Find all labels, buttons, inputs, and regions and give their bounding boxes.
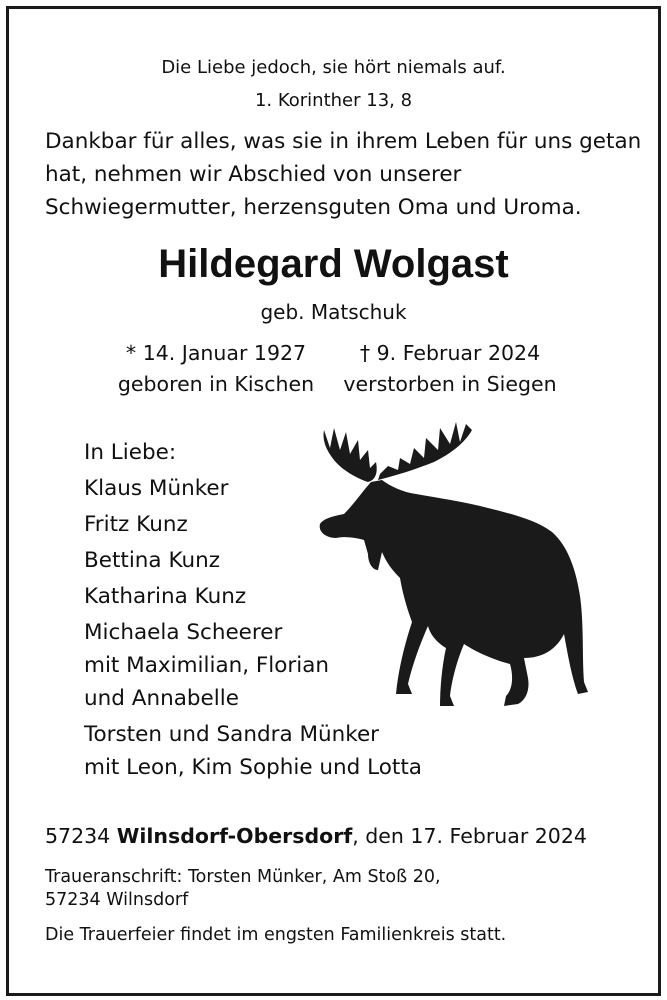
place-date-line	[45, 824, 587, 848]
place-name: Wilnsdorf-Obersdorf	[116, 824, 353, 848]
address-line: Traueranschrift: Torsten Münker, Am Stoß 20,	[45, 867, 441, 887]
birth-name: geb. Matschuk	[260, 300, 407, 324]
birth-place: geboren in Kischen	[117, 372, 315, 396]
bible-verse-quote: Die Liebe jedoch, sie hört niemals auf.	[161, 57, 506, 78]
mourner-entry: Fritz Kunz	[84, 512, 188, 537]
mourner-entry	[84, 718, 422, 784]
birth-info	[101, 338, 331, 400]
mourning-address	[45, 866, 441, 912]
intro-line: Schwiegermutter, herzensguten Oma und Uroma.	[45, 195, 582, 220]
moose-silhouette-shape	[320, 422, 588, 706]
mourner-line: mit Leon, Kim Sophie und Lotta	[84, 755, 422, 780]
deceased-name: Hildegard Wolgast	[158, 242, 509, 286]
mourner-line: Torsten und Sandra Münker	[84, 722, 380, 747]
mourner-entry: Bettina Kunz	[84, 548, 221, 573]
moose-silhouette-icon	[316, 420, 588, 710]
postcode: 57234	[45, 824, 111, 848]
death-place: verstorben in Siegen	[343, 372, 557, 396]
intro-text	[45, 125, 641, 224]
death-info	[335, 338, 565, 400]
intro-line: hat, nehmen wir Abschied von unserer	[45, 162, 462, 187]
mourner-line: mit Maximilian, Florian	[84, 653, 330, 678]
mourner-line: Michaela Scheerer	[84, 620, 283, 645]
intro-line: Dankbar für alles, was sie in ihrem Leben für uns getan	[45, 129, 642, 154]
mourner-entry: Klaus Münker	[84, 476, 229, 501]
ceremony-note: Die Trauerfeier findet im engsten Familienkreis statt.	[45, 925, 507, 945]
mourner-entry: Katharina Kunz	[84, 584, 247, 609]
birth-date: * 14. Januar 1927	[125, 341, 307, 365]
death-date: † 9. Februar 2024	[359, 341, 541, 365]
address-line: 57234 Wilnsdorf	[45, 890, 189, 910]
notice-date: , den 17. Februar 2024	[352, 824, 587, 848]
mourners-heading: In Liebe:	[84, 440, 177, 465]
mourner-line: und Annabelle	[84, 686, 239, 711]
bible-verse-reference: 1. Korinther 13, 8	[254, 90, 413, 111]
